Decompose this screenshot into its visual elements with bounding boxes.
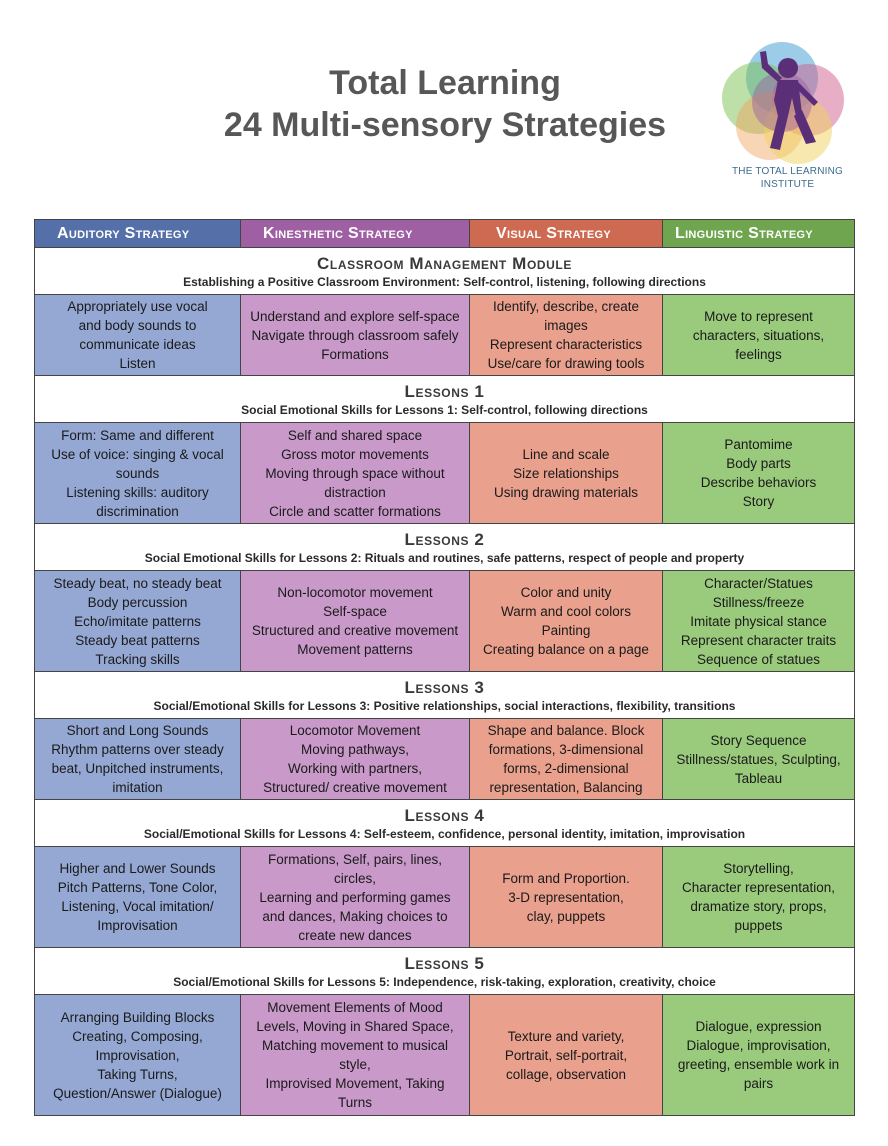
cell-line: Warm and cool colors — [500, 604, 632, 619]
cell-line: Story — [742, 494, 775, 509]
cell-linguistic — [663, 995, 855, 1116]
cell-line: Tracking skills — [95, 651, 180, 667]
cell-line: Matching movement to musical — [261, 1038, 449, 1053]
cell-line: Movement patterns — [297, 642, 413, 657]
cell-line: Self-space — [323, 604, 387, 619]
cell-line: Short and Long Sounds — [66, 723, 209, 738]
total-learning-institute-logo — [720, 38, 855, 198]
cell-visual — [470, 719, 663, 800]
cell-line: Color and unity — [520, 585, 612, 600]
cell-line: Self and shared space — [287, 427, 423, 443]
column-header-linguistic: Linguistic Strategy — [663, 220, 855, 248]
cell-line: Character/Statues — [704, 575, 813, 591]
cell-line: communicate ideas — [79, 337, 196, 352]
cell-line: Use/care for drawing tools — [487, 356, 645, 371]
cell-line: Form: Same and different — [61, 427, 214, 443]
cell-line: images — [544, 318, 588, 333]
cell-kinesthetic — [241, 295, 470, 376]
cell-line: Rhythm patterns over steady — [51, 742, 224, 757]
title-line-2: 24 Multi-sensory Strategies — [223, 106, 667, 144]
cell-linguistic — [663, 847, 855, 948]
cell-line: Pitch Patterns, Tone Color, — [57, 880, 218, 895]
cell-kinesthetic — [241, 847, 470, 948]
cell-line: Understand and explore self-space — [250, 308, 460, 324]
cell-line: Turns — [337, 1095, 372, 1110]
cell-line: Character representation, — [681, 880, 836, 895]
cell-line: Portrait, self-portrait, — [504, 1047, 628, 1063]
cell-line: Structured/ creative movement — [263, 780, 447, 795]
table-header-row — [35, 220, 855, 248]
table-body — [35, 248, 855, 1116]
column-header-kinesthetic: Kinesthetic Strategy — [241, 220, 470, 248]
cell-line: Taking Turns, — [97, 1066, 178, 1082]
section-header — [35, 376, 855, 423]
cell-linguistic — [663, 423, 855, 524]
column-header-auditory: Auditory Strategy — [35, 220, 241, 248]
section-header-row — [35, 672, 855, 719]
cell-line: and dances, Making choices to — [262, 908, 448, 924]
cell-visual — [470, 571, 663, 672]
cell-line: Movement Elements of Mood — [267, 1000, 443, 1015]
cell-line: distraction — [324, 484, 386, 500]
logo-caption-line-2: INSTITUTE — [760, 179, 815, 190]
cell-kinesthetic — [241, 719, 470, 800]
section-subtitle: Social/Emotional Skills for Lessons 3: Positive relationships, social interactions, flexibility, transitions — [153, 698, 736, 713]
cell-line: 3-D representation, — [508, 889, 624, 905]
section-subtitle: Social Emotional Skills for Lessons 1: Self-control, following directions — [241, 402, 648, 417]
strategies-table — [34, 219, 855, 1116]
page-title — [160, 62, 730, 146]
cell-line: Storytelling, — [723, 861, 794, 876]
section-header-row — [35, 524, 855, 571]
cell-auditory — [35, 995, 241, 1116]
table-row — [35, 295, 855, 376]
cell-line: Arranging Building Blocks — [60, 1009, 215, 1025]
cell-line: Gross motor movements — [281, 446, 429, 462]
section-header — [35, 672, 855, 719]
cell-line: Navigate through classroom safely — [251, 327, 459, 343]
cell-line: Represent characteristics — [489, 337, 643, 352]
cell-line: style, — [339, 1057, 371, 1072]
cell-line: Higher and Lower Sounds — [59, 861, 216, 876]
cell-line: greeting, ensemble work in — [677, 1057, 840, 1072]
cell-line: representation, Balancing — [489, 780, 643, 795]
cell-line: Represent character traits — [680, 632, 837, 648]
cell-line: Improvised Movement, Taking — [265, 1076, 445, 1091]
cell-line: Sequence of statues — [696, 651, 821, 667]
table-row — [35, 571, 855, 672]
section-subtitle: Social Emotional Skills for Lessons 2: Rituals and routines, safe patterns, respect of people and property — [144, 550, 745, 565]
section-title: Classroom Management Module — [317, 253, 572, 273]
cell-line: Appropriately use vocal — [67, 299, 208, 314]
section-subtitle: Establishing a Positive Classroom Environment: Self-control, listening, following directions — [183, 274, 706, 289]
cell-auditory — [35, 571, 241, 672]
cell-line: Use of voice: singing & vocal — [51, 446, 224, 462]
cell-kinesthetic — [241, 571, 470, 672]
cell-line: Pantomime — [724, 437, 793, 452]
cell-kinesthetic — [241, 423, 470, 524]
cell-line: Stillness/freeze — [712, 594, 805, 610]
section-header — [35, 800, 855, 847]
cell-visual — [470, 847, 663, 948]
cell-line: Tableau — [734, 770, 783, 786]
cell-line: circles, — [333, 870, 376, 886]
waving-figure-icon — [720, 38, 855, 166]
cell-line: forms, 2-dimensional — [503, 761, 629, 776]
cell-line: Body percussion — [87, 594, 188, 610]
cell-line: Dialogue, expression — [695, 1019, 822, 1034]
cell-line: Dialogue, improvisation, — [686, 1038, 831, 1053]
cell-auditory — [35, 295, 241, 376]
section-header-row — [35, 948, 855, 995]
cell-line: Locomotor Movement — [289, 723, 421, 738]
cell-linguistic — [663, 719, 855, 800]
table-row — [35, 995, 855, 1116]
cell-line: feelings — [735, 346, 782, 362]
cell-line: Stillness/statues, Sculpting, — [676, 751, 841, 767]
table-row — [35, 719, 855, 800]
cell-line: Form and Proportion. — [502, 870, 630, 886]
column-header-visual: Visual Strategy — [470, 220, 663, 248]
cell-line: Formations, Self, pairs, lines, — [267, 851, 443, 867]
cell-auditory — [35, 847, 241, 948]
cell-line: Line and scale — [522, 446, 610, 462]
cell-line: Using drawing materials — [493, 484, 639, 500]
cell-line: Listening skills: auditory — [66, 484, 209, 500]
cell-line: Creating, Composing, — [72, 1028, 203, 1044]
cell-line: Circle and scatter formations — [269, 503, 441, 519]
cell-line: imitation — [112, 780, 163, 795]
section-subtitle: Social/Emotional Skills for Lessons 4: Self-esteem, confidence, personal identity, imitation, improvisation — [143, 826, 746, 841]
cell-line: Describe behaviors — [700, 475, 817, 490]
cell-line: Levels, Moving in Shared Space, — [256, 1019, 454, 1034]
cell-line: Working with partners, — [287, 761, 423, 776]
cell-line: puppets — [734, 918, 783, 933]
section-header — [35, 948, 855, 995]
cell-line: Steady beat patterns — [75, 632, 200, 648]
section-title: Lessons 4 — [404, 805, 485, 825]
cell-line: Creating balance on a page — [483, 642, 649, 657]
cell-line: Echo/imitate patterns — [74, 613, 201, 629]
cell-visual — [470, 995, 663, 1116]
cell-line: Question/Answer (Dialogue) — [53, 1085, 222, 1101]
cell-line: Learning and performing games — [259, 889, 451, 905]
table-row — [35, 847, 855, 948]
cell-line: Structured and creative movement — [251, 623, 459, 638]
cell-kinesthetic — [241, 995, 470, 1116]
cell-line: Improvisation, — [95, 1047, 180, 1063]
cell-visual — [470, 295, 663, 376]
cell-line: clay, puppets — [526, 908, 606, 924]
cell-line: discrimination — [96, 503, 179, 519]
cell-line: and body sounds to — [78, 318, 197, 333]
cell-auditory — [35, 423, 241, 524]
cell-line: dramatize story, props, — [690, 899, 827, 914]
section-title: Lessons 2 — [404, 529, 485, 549]
cell-line: Body parts — [726, 456, 791, 471]
cell-line: characters, situations, — [692, 327, 825, 343]
cell-line: Painting — [541, 623, 591, 638]
cell-line: Listening, Vocal imitation/ — [61, 899, 214, 914]
section-title: Lessons 3 — [404, 677, 485, 697]
cell-line: create new dances — [298, 927, 412, 943]
section-subtitle: Social/Emotional Skills for Lessons 5: Independence, risk-taking, exploration, creativity, choice — [173, 974, 716, 989]
cell-line: Story Sequence — [710, 732, 807, 748]
logo-caption-line-1: THE TOTAL LEARNING — [731, 166, 844, 177]
section-title: Lessons 1 — [404, 381, 485, 401]
cell-line: Listen — [119, 356, 156, 371]
cell-line: Improvisation — [97, 918, 178, 933]
cell-line: formations, 3-dimensional — [488, 742, 644, 757]
cell-line: collage, observation — [505, 1066, 627, 1082]
section-title: Lessons 5 — [404, 953, 485, 973]
logo-caption — [720, 165, 855, 191]
title-line-1: Total Learning — [329, 64, 561, 102]
cell-line: pairs — [743, 1076, 774, 1091]
cell-line: Move to represent — [704, 308, 813, 324]
cell-line: Steady beat, no steady beat — [53, 575, 222, 591]
cell-line: Moving through space without — [265, 465, 445, 481]
section-header — [35, 524, 855, 571]
cell-linguistic — [663, 571, 855, 672]
section-header-row — [35, 248, 855, 295]
section-header-row — [35, 800, 855, 847]
cell-line: Identify, describe, create — [492, 299, 640, 314]
cell-line: beat, Unpitched instruments, — [51, 761, 224, 776]
cell-line: Non-locomotor movement — [277, 585, 433, 600]
cell-visual — [470, 423, 663, 524]
cell-line: Formations — [321, 346, 389, 362]
section-header-row — [35, 376, 855, 423]
cell-line: Shape and balance. Block — [487, 723, 645, 738]
cell-line: Texture and variety, — [507, 1028, 625, 1044]
cell-line: Moving pathways, — [300, 742, 410, 757]
table-row — [35, 423, 855, 524]
cell-auditory — [35, 719, 241, 800]
cell-line: sounds — [115, 465, 160, 481]
cell-line: Size relationships — [513, 465, 619, 481]
cell-linguistic — [663, 295, 855, 376]
cell-line: Imitate physical stance — [690, 613, 827, 629]
section-header — [35, 248, 855, 295]
